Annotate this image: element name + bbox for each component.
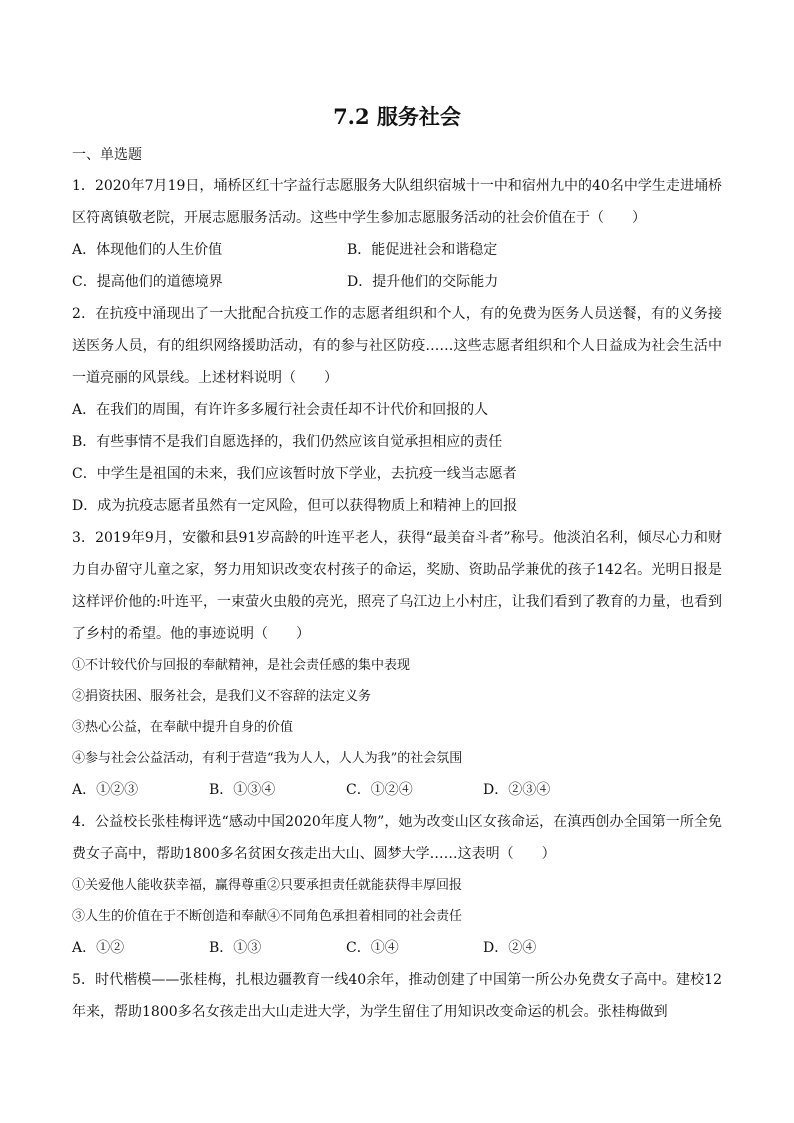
statement-1-2: ①关爱他人能收获幸福，赢得尊重②只要承担责任就能获得丰厚回报 <box>72 878 463 893</box>
question-stem: 4．公益校长张桂梅评选“感动中国2020年度人物”，她为改变山区女孩命运，在滇西创办全国第一所全免费女子高中，帮助1800多名贫困女孩走出大山、圆梦大学……这表明（ ） <box>72 814 722 862</box>
section-heading: 一、单选题 <box>72 147 142 163</box>
page-title: 7.2 服务社会 <box>333 104 461 129</box>
option-d: D．②③④ <box>483 782 551 798</box>
question-list <box>72 170 722 1028</box>
option-a: A．在我们的周围，有许许多多履行社会责任却不计代价和回报的人 <box>72 402 489 418</box>
question-3 <box>72 522 722 806</box>
statement-4: ④参与社会公益活动，有利于营造“我为人人，人人为我”的社会氛围 <box>72 751 463 766</box>
question-4 <box>72 806 722 964</box>
option-c: C．①②④ <box>346 782 413 798</box>
question-stem: 1．2020年7月19日，埇桥区红十字益行志愿服务大队组织宿城十一中和宿州九中的40名中学生走进埇桥区符离镇敬老院，开展志愿服务活动。这些中学生参加志愿服务活动的社会价值在于（ ） <box>72 178 722 226</box>
option-a: A．①② <box>72 940 125 956</box>
option-c: C．①④ <box>346 940 399 956</box>
options-row <box>72 266 722 298</box>
option-c: C．提高他们的道德境界 <box>72 274 223 290</box>
options-row <box>72 774 722 806</box>
option-b: B．能促进社会和谐稳定 <box>347 242 498 258</box>
option-c: C．中学生是祖国的未来，我们应该暂时放下学业，去抗疫一线当志愿者 <box>72 466 517 482</box>
question-stem: 5．时代楷模——张桂梅，扎根边疆教育一线40余年，推动创建了中国第一所公办免费女子高中。建校12年来，帮助1800多名女孩走出大山走进大学，为学生留住了用知识改变命运的机会。张桂梅做到 <box>72 972 722 1020</box>
option-a: A．①②③ <box>72 782 139 798</box>
options-row <box>72 234 722 266</box>
option-a: A．体现他们的人生价值 <box>72 242 223 258</box>
question-stem: 3．2019年9月，安徽和县91岁高龄的叶连平老人，获得“最美奋斗者”称号。他淡泊名利，倾尽心力和财力自办留守儿童之家，努力用知识改变农村孩子的命运，奖励、资助品学兼优的孩子142名。光明日报是这样评价他的:叶连平，一束萤火虫般的亮光，照亮了乌江边上小村庄，让我们看到了教育的力量，也看到了乡村的希望。他的事迹说明（ ） <box>72 530 722 642</box>
statement-3: ③热心公益，在奉献中提升自身的价值 <box>72 720 294 735</box>
question-5 <box>72 964 722 1028</box>
option-d: D．②④ <box>483 940 537 956</box>
option-b: B．有些事情不是我们自愿选择的，我们仍然应该自觉承担相应的责任 <box>72 434 503 450</box>
options-row <box>72 932 722 964</box>
option-d: D．成为抗疫志愿者虽然有一定风险，但可以获得物质上和精神上的回报 <box>72 498 518 514</box>
statement-3-4: ③人生的价值在于不断创造和奉献④不同角色承担着相同的社会责任 <box>72 909 463 924</box>
statement-2: ②捐资扶困、服务社会，是我们义不容辞的法定义务 <box>72 689 372 704</box>
question-stem: 2．在抗疫中涌现出了一大批配合抗疫工作的志愿者组织和个人，有的免费为医务人员送餐，有的义务接送医务人员，有的组织网络援助活动，有的参与社区防疫……这些志愿者组织和个人日益成为社会生活中一道亮丽的风景线。上述材料说明（ ） <box>72 306 722 386</box>
option-b: B．①③ <box>209 940 262 956</box>
question-2 <box>72 298 722 522</box>
option-d: D．提升他们的交际能力 <box>347 274 499 290</box>
statement-1: ①不计较代价与回报的奉献精神，是社会责任感的集中表现 <box>72 658 411 673</box>
question-1 <box>72 170 722 298</box>
option-b: B．①③④ <box>209 782 276 798</box>
